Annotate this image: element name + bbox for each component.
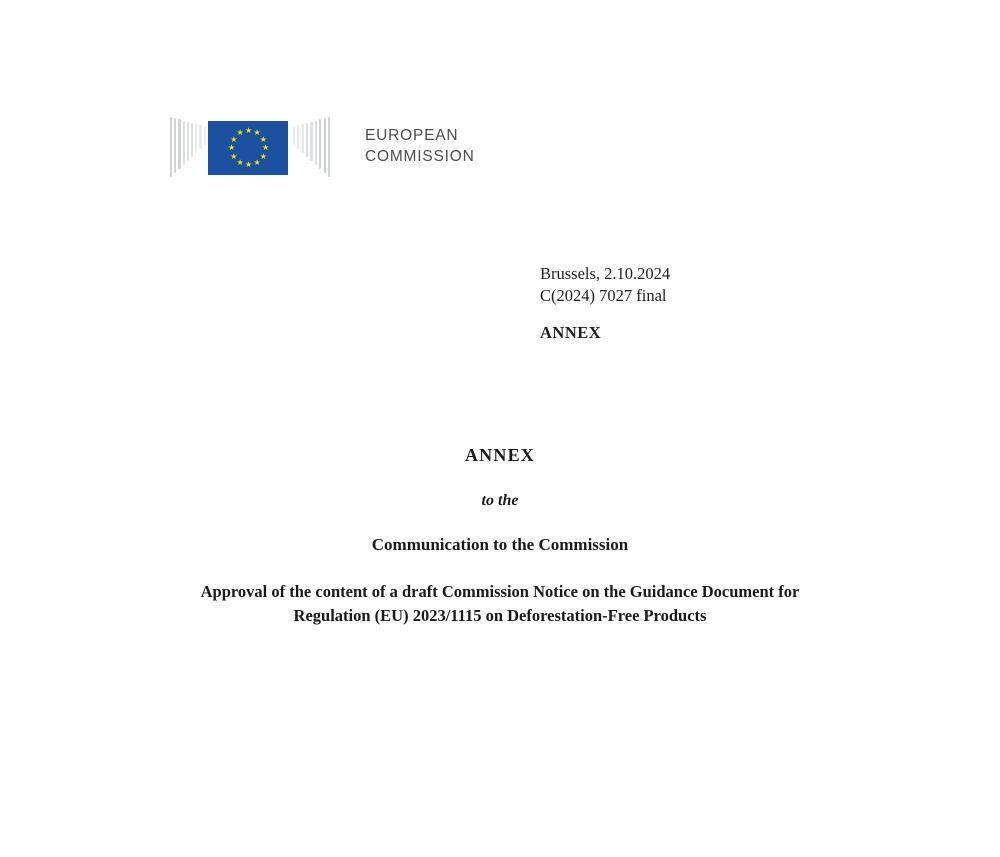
emblem-fan-line	[324, 118, 326, 173]
emblem-fan-line	[319, 119, 321, 169]
eu-star-icon: ★	[253, 128, 261, 138]
emblem-wordmark-line1: EUROPEAN	[365, 127, 459, 144]
eu-emblem-graphic	[170, 105, 335, 187]
eu-star-icon: ★	[230, 134, 238, 144]
eu-star-icon: ★	[259, 151, 267, 161]
emblem-fan-line	[195, 124, 197, 153]
emblem-fan-left	[170, 117, 210, 179]
document-number: C(2024) 7027 final	[540, 286, 667, 305]
emblem-fan-line	[293, 127, 295, 145]
emblem-fan-line	[297, 125, 299, 149]
page-title: ANNEX	[464, 445, 535, 465]
title-subject: Approval of the content of a draft Commission Notice on the Guidance Document for Regulation (EU) 2023/1115 on Deforestation-Free Products	[200, 582, 800, 625]
eu-flag-icon	[208, 121, 288, 175]
emblem-fan-line	[191, 123, 193, 157]
emblem-fan-line	[315, 121, 317, 165]
eu-star-icon: ★	[245, 160, 253, 169]
place-and-date: Brussels, 2.10.2024	[540, 264, 671, 283]
emblem-fan-line	[302, 124, 304, 153]
emblem-wordmark-line2: COMMISSION	[365, 148, 475, 165]
title-communication: Communication to the Commission	[371, 535, 629, 554]
emblem-fan-line	[199, 125, 201, 149]
emblem-fan-line	[170, 117, 172, 177]
emblem-fan-line	[187, 122, 189, 161]
emblem-wordmark	[365, 125, 475, 167]
eu-star-icon: ★	[236, 157, 244, 167]
eu-star-icon: ★	[259, 134, 267, 144]
emblem-fan-line	[178, 119, 180, 169]
eu-star-icon: ★	[230, 151, 238, 161]
eu-star-icon: ★	[262, 143, 270, 152]
eu-star-icon: ★	[253, 157, 261, 167]
emblem-fan-line	[174, 118, 176, 173]
emblem-fan-right	[288, 117, 335, 179]
document-reference-block	[540, 263, 670, 307]
emblem-fan-line	[306, 123, 308, 157]
eu-star-icon: ★	[245, 126, 253, 135]
emblem-fan-line	[328, 117, 330, 177]
document-type-label: ANNEX	[540, 323, 602, 342]
title-connector: to the	[481, 492, 519, 509]
european-commission-logo	[170, 105, 490, 195]
eu-star-icon: ★	[236, 128, 244, 138]
eu-star-icon: ★	[228, 143, 236, 152]
title-block	[130, 445, 870, 628]
emblem-fan-line	[183, 121, 185, 165]
emblem-fan-line	[204, 127, 206, 145]
emblem-fan-line	[310, 122, 312, 161]
